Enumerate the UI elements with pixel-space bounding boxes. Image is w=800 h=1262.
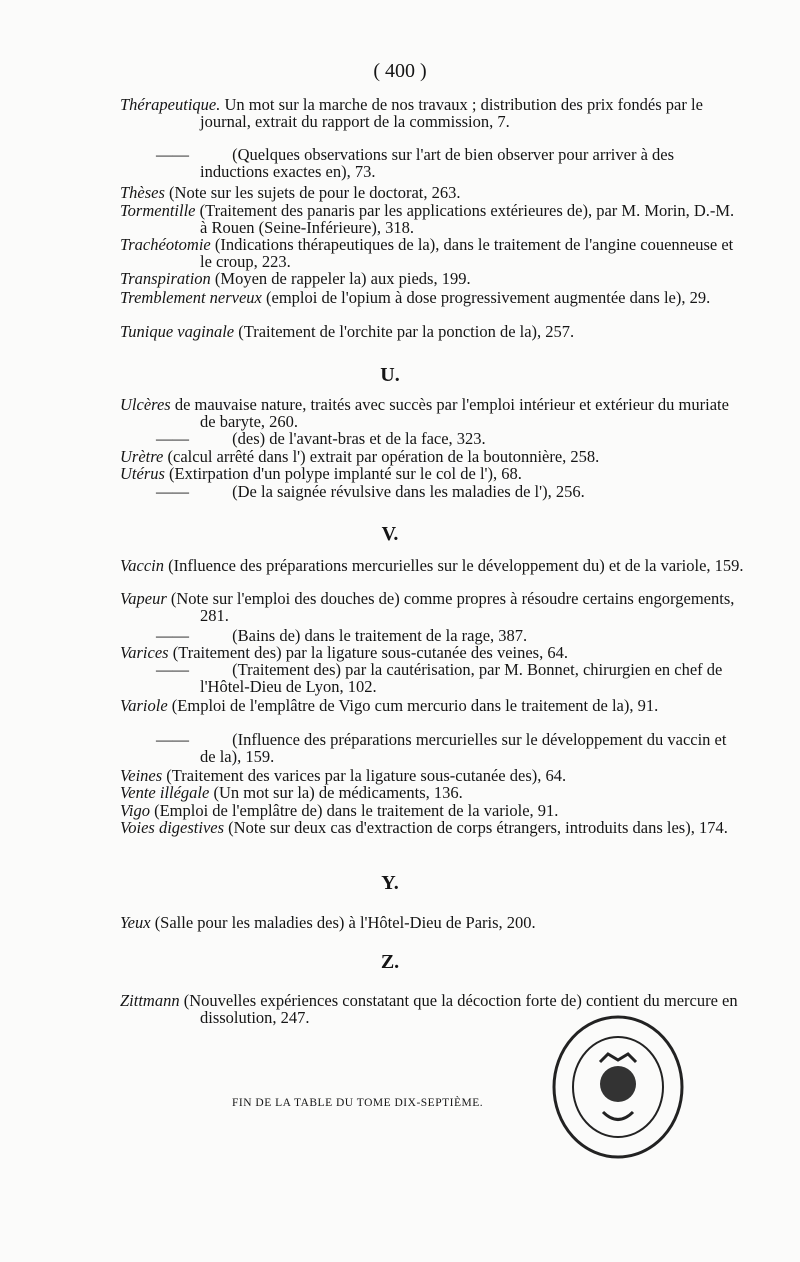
index-entry: [120, 202, 745, 236]
index-entry: [120, 483, 745, 500]
index-entry: [120, 289, 745, 306]
entry-dash: ——: [156, 145, 189, 164]
page-number: ( 400 ): [373, 60, 427, 82]
entry-text: (Influence des préparations mercurielles sur le développement du) et de la variole, 159.: [163, 556, 744, 575]
index-entry: [120, 767, 745, 784]
entry-text: (des) de l'avant-bras et de la face, 323.: [228, 429, 486, 448]
entry-text: de mauvaise nature, traités avec succès par l'emploi intérieur et extérieur du muriate de baryte, 260.: [170, 395, 729, 431]
entry-term: Vigo: [120, 801, 150, 820]
entry-term: Voies digestives: [120, 818, 225, 837]
index-entry: [120, 96, 745, 130]
entry-term: Transpiration: [120, 269, 211, 288]
entry-term: Zittmann: [120, 991, 180, 1010]
entry-text: (Salle pour les maladies des) à l'Hôtel-Dieu de Paris, 200.: [150, 913, 536, 932]
entry-dash: ——: [156, 660, 189, 679]
index-entry: [120, 697, 745, 714]
index-entry: [120, 644, 745, 661]
entry-text: (Traitement des) par la ligature sous-cutanée des veines, 64.: [168, 643, 568, 662]
entry-text: (calcul arrêté dans l') extrait par opération de la boutonnière, 258.: [163, 447, 600, 466]
entry-text: (De la saignée révulsive dans les maladies de l'), 256.: [228, 482, 585, 501]
entry-text: (Quelques observations sur l'art de bien observer pour arriver à des inductions exactes en), 73.: [200, 145, 675, 181]
entry-text: (Note sur les sujets de pour le doctorat, 263.: [164, 183, 461, 202]
index-entry: [120, 465, 745, 482]
section-letter-u: U.: [380, 364, 400, 386]
index-entry: [120, 236, 745, 270]
entry-term: Ulcères: [120, 395, 171, 414]
index-entry: [120, 448, 745, 465]
index-entry: [120, 590, 745, 624]
index-entry: [120, 802, 745, 819]
entry-term: Utérus: [120, 464, 165, 483]
index-entry: [120, 396, 745, 430]
entry-term: Thérapeutique.: [120, 95, 221, 114]
end-of-table-footer: FIN DE LA TABLE DU TOME DIX-SEPTIÈME.: [232, 1097, 484, 1109]
entry-text: (Nouvelles expériences constatant que la décoction forte de) contient du mercure en dissolution, 247.: [179, 991, 738, 1027]
index-entry: [120, 661, 745, 695]
entry-text: (Note sur l'emploi des douches de) comme propres à résoudre certains engorgements, 281.: [166, 589, 735, 625]
entry-text: (Note sur deux cas d'extraction de corps étrangers, introduits dans les), 174.: [224, 818, 728, 837]
entry-text: (Emploi de l'emplâtre de) dans le traitement de la variole, 91.: [149, 801, 559, 820]
entry-term: Vaccin: [120, 556, 164, 575]
index-entry: [120, 731, 745, 765]
entry-term: Trachéotomie: [120, 235, 211, 254]
entry-text: (Moyen de rappeler la) aux pieds, 199.: [210, 269, 471, 288]
index-entry: [120, 914, 745, 931]
entry-dash: ——: [156, 429, 189, 448]
index-entry: [120, 627, 745, 644]
entry-text: (Influence des préparations mercurielles sur le développement du vaccin et de la), 159.: [200, 730, 727, 766]
entry-term: Tremblement nerveux: [120, 288, 262, 307]
entry-text: (Un mot sur la) de médicaments, 136.: [209, 783, 463, 802]
entry-text: (Extirpation d'un polype implanté sur le col de l'), 68.: [164, 464, 522, 483]
entry-term: Variole: [120, 696, 168, 715]
entry-text: (Emploi de l'emplâtre de Vigo cum mercurio dans le traitement de la), 91.: [167, 696, 659, 715]
index-entry: [120, 323, 745, 340]
entry-term: Varices: [120, 643, 169, 662]
entry-text: (Traitement des panaris par les applications extérieures de), par M. Morin, D.-M. à Rouen (Seine-Inférieure), 318.: [195, 201, 735, 237]
entry-term: Vapeur: [120, 589, 167, 608]
entry-dash: ——: [156, 482, 189, 501]
entry-text: (Traitement des) par la cautérisation, par M. Bonnet, chirurgien en chef de l'Hôtel-Dieu de Lyon, 102.: [200, 660, 723, 696]
index-entry: [120, 819, 745, 836]
entry-term: Yeux: [120, 913, 151, 932]
entry-dash: ——: [156, 730, 189, 749]
entry-text: (emploi de l'opium à dose progressivement augmentée dans le), 29.: [261, 288, 711, 307]
index-entry: [120, 430, 745, 447]
entry-dash: ——: [156, 626, 189, 645]
entry-text: (Indications thérapeutiques de la), dans le traitement de l'angine couenneuse et le croup, 223.: [200, 235, 734, 271]
index-entry: [120, 146, 745, 180]
section-letter-y: Y.: [381, 872, 399, 894]
index-entry: [120, 784, 745, 801]
entry-term: Urètre: [120, 447, 164, 466]
index-entry: [120, 557, 745, 574]
entry-text: Un mot sur la marche de nos travaux ; distribution des prix fondés par le journal, extrait du rapport de la commission, 7.: [200, 95, 703, 131]
library-stamp: [548, 1012, 688, 1162]
section-letter-z: Z.: [380, 951, 400, 973]
index-entry: [120, 270, 745, 287]
entry-term: Tunique vaginale: [120, 322, 235, 341]
entry-text: (Traitement de l'orchite par la ponction de la), 257.: [234, 322, 575, 341]
section-letter-v: V.: [381, 523, 399, 545]
entry-text: (Bains de) dans le traitement de la rage, 387.: [228, 626, 528, 645]
entry-term: Veines: [120, 766, 163, 785]
entry-term: Tormentille: [120, 201, 196, 220]
entry-text: (Traitement des varices par la ligature sous-cutanée des), 64.: [162, 766, 567, 785]
entry-term: Vente illégale: [120, 783, 210, 802]
entry-term: Thèses: [120, 183, 165, 202]
index-entry: [120, 184, 745, 201]
